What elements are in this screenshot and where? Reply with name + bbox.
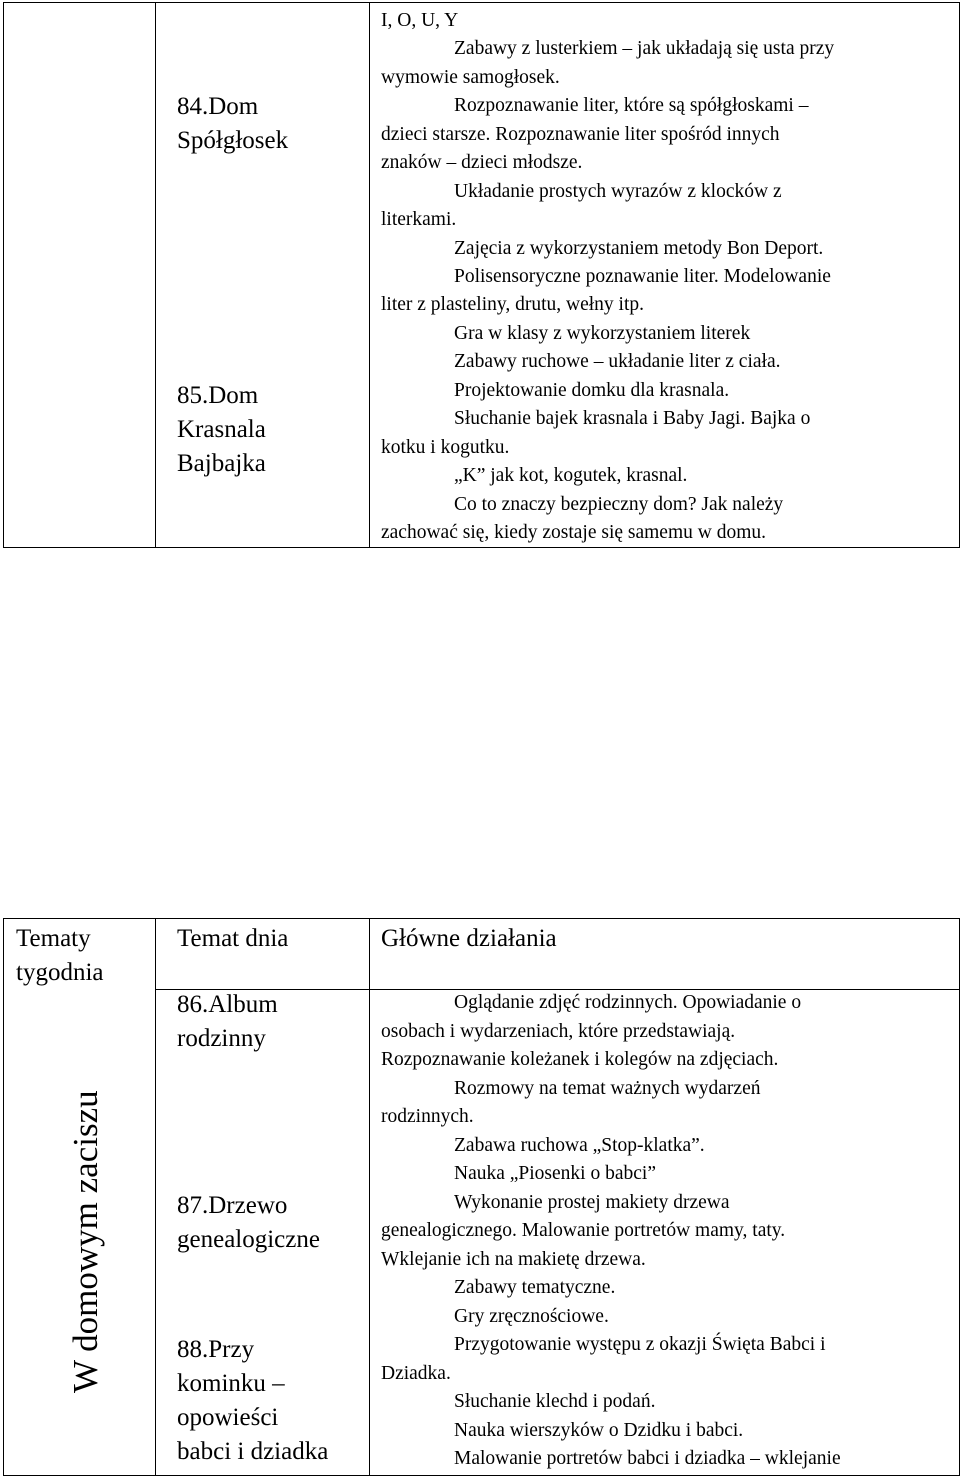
activity-line: Zabawy z lusterkiem – jak układają się usta przy bbox=[454, 38, 835, 59]
activity-line: Rozmowy na temat ważnych wydarzeń bbox=[454, 1078, 761, 1099]
activities-table-bottom bbox=[3, 918, 960, 1476]
header-main-activities: Główne działania bbox=[381, 925, 557, 952]
header-week-topics: Tematy tygodnia bbox=[16, 925, 104, 986]
activity-line: Wklejanie ich na makietę drzewa. bbox=[381, 1249, 646, 1270]
activity-line: rodzinnych. bbox=[381, 1106, 474, 1127]
activity-line: Słuchanie klechd i podań. bbox=[454, 1391, 656, 1412]
activity-line: Zabawa ruchowa „Stop-klatka”. bbox=[454, 1135, 705, 1156]
activity-line: Słuchanie bajek krasnala i Baby Jagi. Bajka o bbox=[454, 408, 811, 429]
activity-line: Dziadka. bbox=[381, 1363, 451, 1384]
activity-line: Nauka wierszyków o Dzidku i babci. bbox=[454, 1420, 744, 1441]
header-day-topic: Temat dnia bbox=[177, 925, 289, 952]
activity-line: Gra w klasy z wykorzystaniem literek bbox=[454, 323, 751, 344]
activity-line: Zajęcia z wykorzystaniem metody Bon Deport. bbox=[454, 238, 824, 259]
activity-line: Co to znaczy bezpieczny dom? Jak należy bbox=[454, 494, 784, 515]
activity-line: genealogicznego. Malowanie portretów mamy, taty. bbox=[381, 1220, 786, 1241]
activity-line: Gry zręcznościowe. bbox=[454, 1306, 609, 1327]
activity-line: „K” jak kot, kogutek, krasnal. bbox=[454, 465, 688, 486]
week-title: W domowym zaciszu bbox=[66, 1090, 105, 1393]
activity-line: Układanie prostych wyrazów z klocków z bbox=[454, 181, 782, 202]
column-divider bbox=[155, 919, 156, 1475]
activity-line: Zabawy tematyczne. bbox=[454, 1277, 616, 1298]
activity-line: Malowanie portretów babci i dziadka – wklejanie bbox=[454, 1448, 841, 1469]
column-divider bbox=[155, 3, 156, 547]
day-topic: 85.Dom Krasnala Bajbajka bbox=[177, 382, 266, 477]
activity-line: zachować się, kiedy zostaje się samemu w domu. bbox=[381, 522, 767, 543]
activity-line: Wykonanie prostej makiety drzewa bbox=[454, 1192, 730, 1213]
day-topic: 84.Dom Spółgłosek bbox=[177, 93, 289, 154]
activity-line: Projektowanie domku dla krasnala. bbox=[454, 380, 730, 401]
activity-line: kotku i kogutku. bbox=[381, 437, 510, 458]
activity-line: wymowie samogłosek. bbox=[381, 67, 560, 88]
activity-line: Oglądanie zdjęć rodzinnych. Opowiadanie o bbox=[454, 992, 802, 1013]
activity-line: literkami. bbox=[381, 209, 457, 230]
activity-line: I, O, U, Y bbox=[381, 10, 459, 31]
activity-line: Polisensoryczne poznawanie liter. Modelowanie bbox=[454, 266, 831, 287]
activity-line: Przygotowanie występu z okazji Święta Babci i bbox=[454, 1334, 826, 1355]
activity-line: znaków – dzieci młodsze. bbox=[381, 152, 583, 173]
day-topic: 87.Drzewo genealogiczne bbox=[177, 1192, 320, 1253]
day-topic: 86.Album rodzinny bbox=[177, 991, 278, 1052]
activity-line: Rozpoznawanie koleżanek i kolegów na zdjęciach. bbox=[381, 1049, 779, 1070]
activity-line: dzieci starsze. Rozpoznawanie liter spośród innych bbox=[381, 124, 780, 145]
day-topic: 88.Przy kominku – opowieści babci i dziadka bbox=[177, 1336, 329, 1465]
activity-line: Zabawy ruchowe – układanie liter z ciała. bbox=[454, 351, 781, 372]
column-divider bbox=[369, 3, 370, 547]
activity-line: osobach i wydarzeniach, które przedstawiają. bbox=[381, 1021, 736, 1042]
column-divider bbox=[369, 919, 370, 1475]
activity-line: Rozpoznawanie liter, które są spółgłoskami – bbox=[454, 95, 809, 116]
activity-line: liter z plasteliny, drutu, wełny itp. bbox=[381, 294, 645, 315]
activity-line: Nauka „Piosenki o babci” bbox=[454, 1163, 656, 1184]
activities-table-top bbox=[3, 2, 960, 548]
